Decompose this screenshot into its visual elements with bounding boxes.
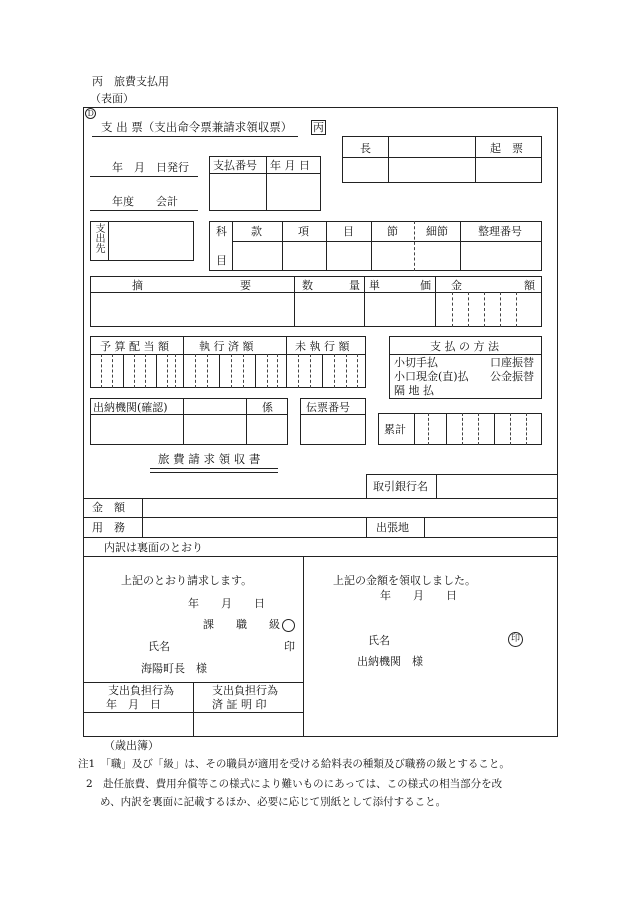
breakdown-note: 内訳は裏面のとおり <box>104 541 203 554</box>
pay-date-label: 年 月 日 <box>270 159 310 172</box>
col-saisetsu: 細節 <box>426 225 448 238</box>
detail-table <box>90 276 542 327</box>
note-1: 注1 「職」及び「級」は、その職員が適用を受ける給料表の種類及び職務の級とすること。 <box>78 758 510 770</box>
note-2b: め、内訳を裏面に記載するほか、必要に応じて別紙として添付すること。 <box>100 796 447 808</box>
budget-unexecuted: 未 執 行 額 <box>295 340 350 353</box>
post-grade: 課 職 級 <box>203 618 280 631</box>
col-ryou: 量 <box>349 279 360 292</box>
col-setsu: 節 <box>387 225 398 238</box>
receipt-text: 上記の金額を領収しました。 <box>333 574 476 587</box>
col-tan: 単 <box>369 279 380 292</box>
col-ka: 価 <box>420 279 431 292</box>
business-label: 用 務 <box>92 521 125 534</box>
fiscal-year: 年度 会計 <box>112 195 178 208</box>
destination-label: 出張地 <box>376 521 409 534</box>
pay-public-transfer[interactable]: 公金振替 <box>490 370 534 383</box>
budget-allotted: 予 算 配 当 額 <box>100 340 169 353</box>
chief-label: 長 <box>360 142 371 155</box>
cumulative-label: 累計 <box>384 423 406 436</box>
col-you: 要 <box>240 279 251 292</box>
form-title: 丙 旅費支払用 <box>92 75 169 88</box>
claim-title-underline <box>150 468 278 473</box>
col-teki: 摘 <box>132 279 143 292</box>
payee-label: 支出先 <box>93 223 104 253</box>
pay-check[interactable]: 小切手払 <box>394 356 438 369</box>
bank-label: 取引銀行名 <box>373 480 428 493</box>
amount-label: 金 額 <box>92 501 125 514</box>
pay-no-label: 支払番号 <box>213 159 257 172</box>
side-label: （表面） <box>90 92 134 105</box>
drafter-label: 起 票 <box>490 142 523 155</box>
budget-executed: 執 行 済 額 <box>199 340 254 353</box>
grade-circle <box>282 619 295 632</box>
ledger-label: （歳出簿） <box>104 739 159 752</box>
burden-date-title: 支出負担行為 <box>108 684 174 697</box>
request-date: 年 月 日 <box>188 597 265 610</box>
note-2a: 2 赴任旅費、費用弁償等この様式により難いものにあっては、この様式の相当部分を改 <box>86 778 503 790</box>
burden-cert-seal: 済 証 明 印 <box>212 698 267 711</box>
payment-method-title: 支 払 の 方 法 <box>430 340 499 353</box>
claim-title: 旅 費 請 求 領 収 書 <box>158 452 261 466</box>
burden-date-fields: 年 月 日 <box>106 698 161 711</box>
kind-mark: 丙 <box>313 121 324 134</box>
addressee: 海陽町長 様 <box>141 662 207 675</box>
slip-title-underline <box>92 136 298 137</box>
name1-label: 氏名 <box>148 640 170 653</box>
col-moku: 目 <box>343 225 354 238</box>
clerk-label: 係 <box>262 401 273 414</box>
col-gaku: 額 <box>524 279 535 292</box>
receipt-date: 年 月 日 <box>380 589 457 602</box>
treasury-addressee: 出納機関 様 <box>357 655 423 668</box>
pay-account-transfer[interactable]: 口座振替 <box>490 356 534 369</box>
col-kan: 款 <box>251 225 262 238</box>
corner-mark: Ｄ <box>86 109 95 118</box>
subject-moku: 目 <box>216 254 227 267</box>
slip-title: 支 出 票（支出命令票兼請求領収票） <box>101 120 293 134</box>
pay-petty-cash[interactable]: 小口現金(直)払 <box>394 370 469 383</box>
request-text: 上記のとおり請求します。 <box>121 574 253 587</box>
voucher-label: 伝票番号 <box>306 401 350 414</box>
name2-label: 氏名 <box>368 634 390 647</box>
col-suu: 数 <box>302 279 313 292</box>
treasury-label: 出納機関(確認) <box>93 401 168 414</box>
seal2-mark: 印 <box>508 632 523 647</box>
payee-box <box>90 221 194 261</box>
col-kin: 金 <box>451 279 462 292</box>
ref-no-label: 整理番号 <box>478 225 522 238</box>
subject-ka: 科 <box>216 225 227 238</box>
seal1-label: 印 <box>284 640 295 653</box>
pay-remote[interactable]: 隔 地 払 <box>394 384 434 397</box>
burden-cert-title: 支出負担行為 <box>212 684 278 697</box>
col-kou: 項 <box>298 225 309 238</box>
issue-date: 年 月 日発行 <box>112 161 189 174</box>
